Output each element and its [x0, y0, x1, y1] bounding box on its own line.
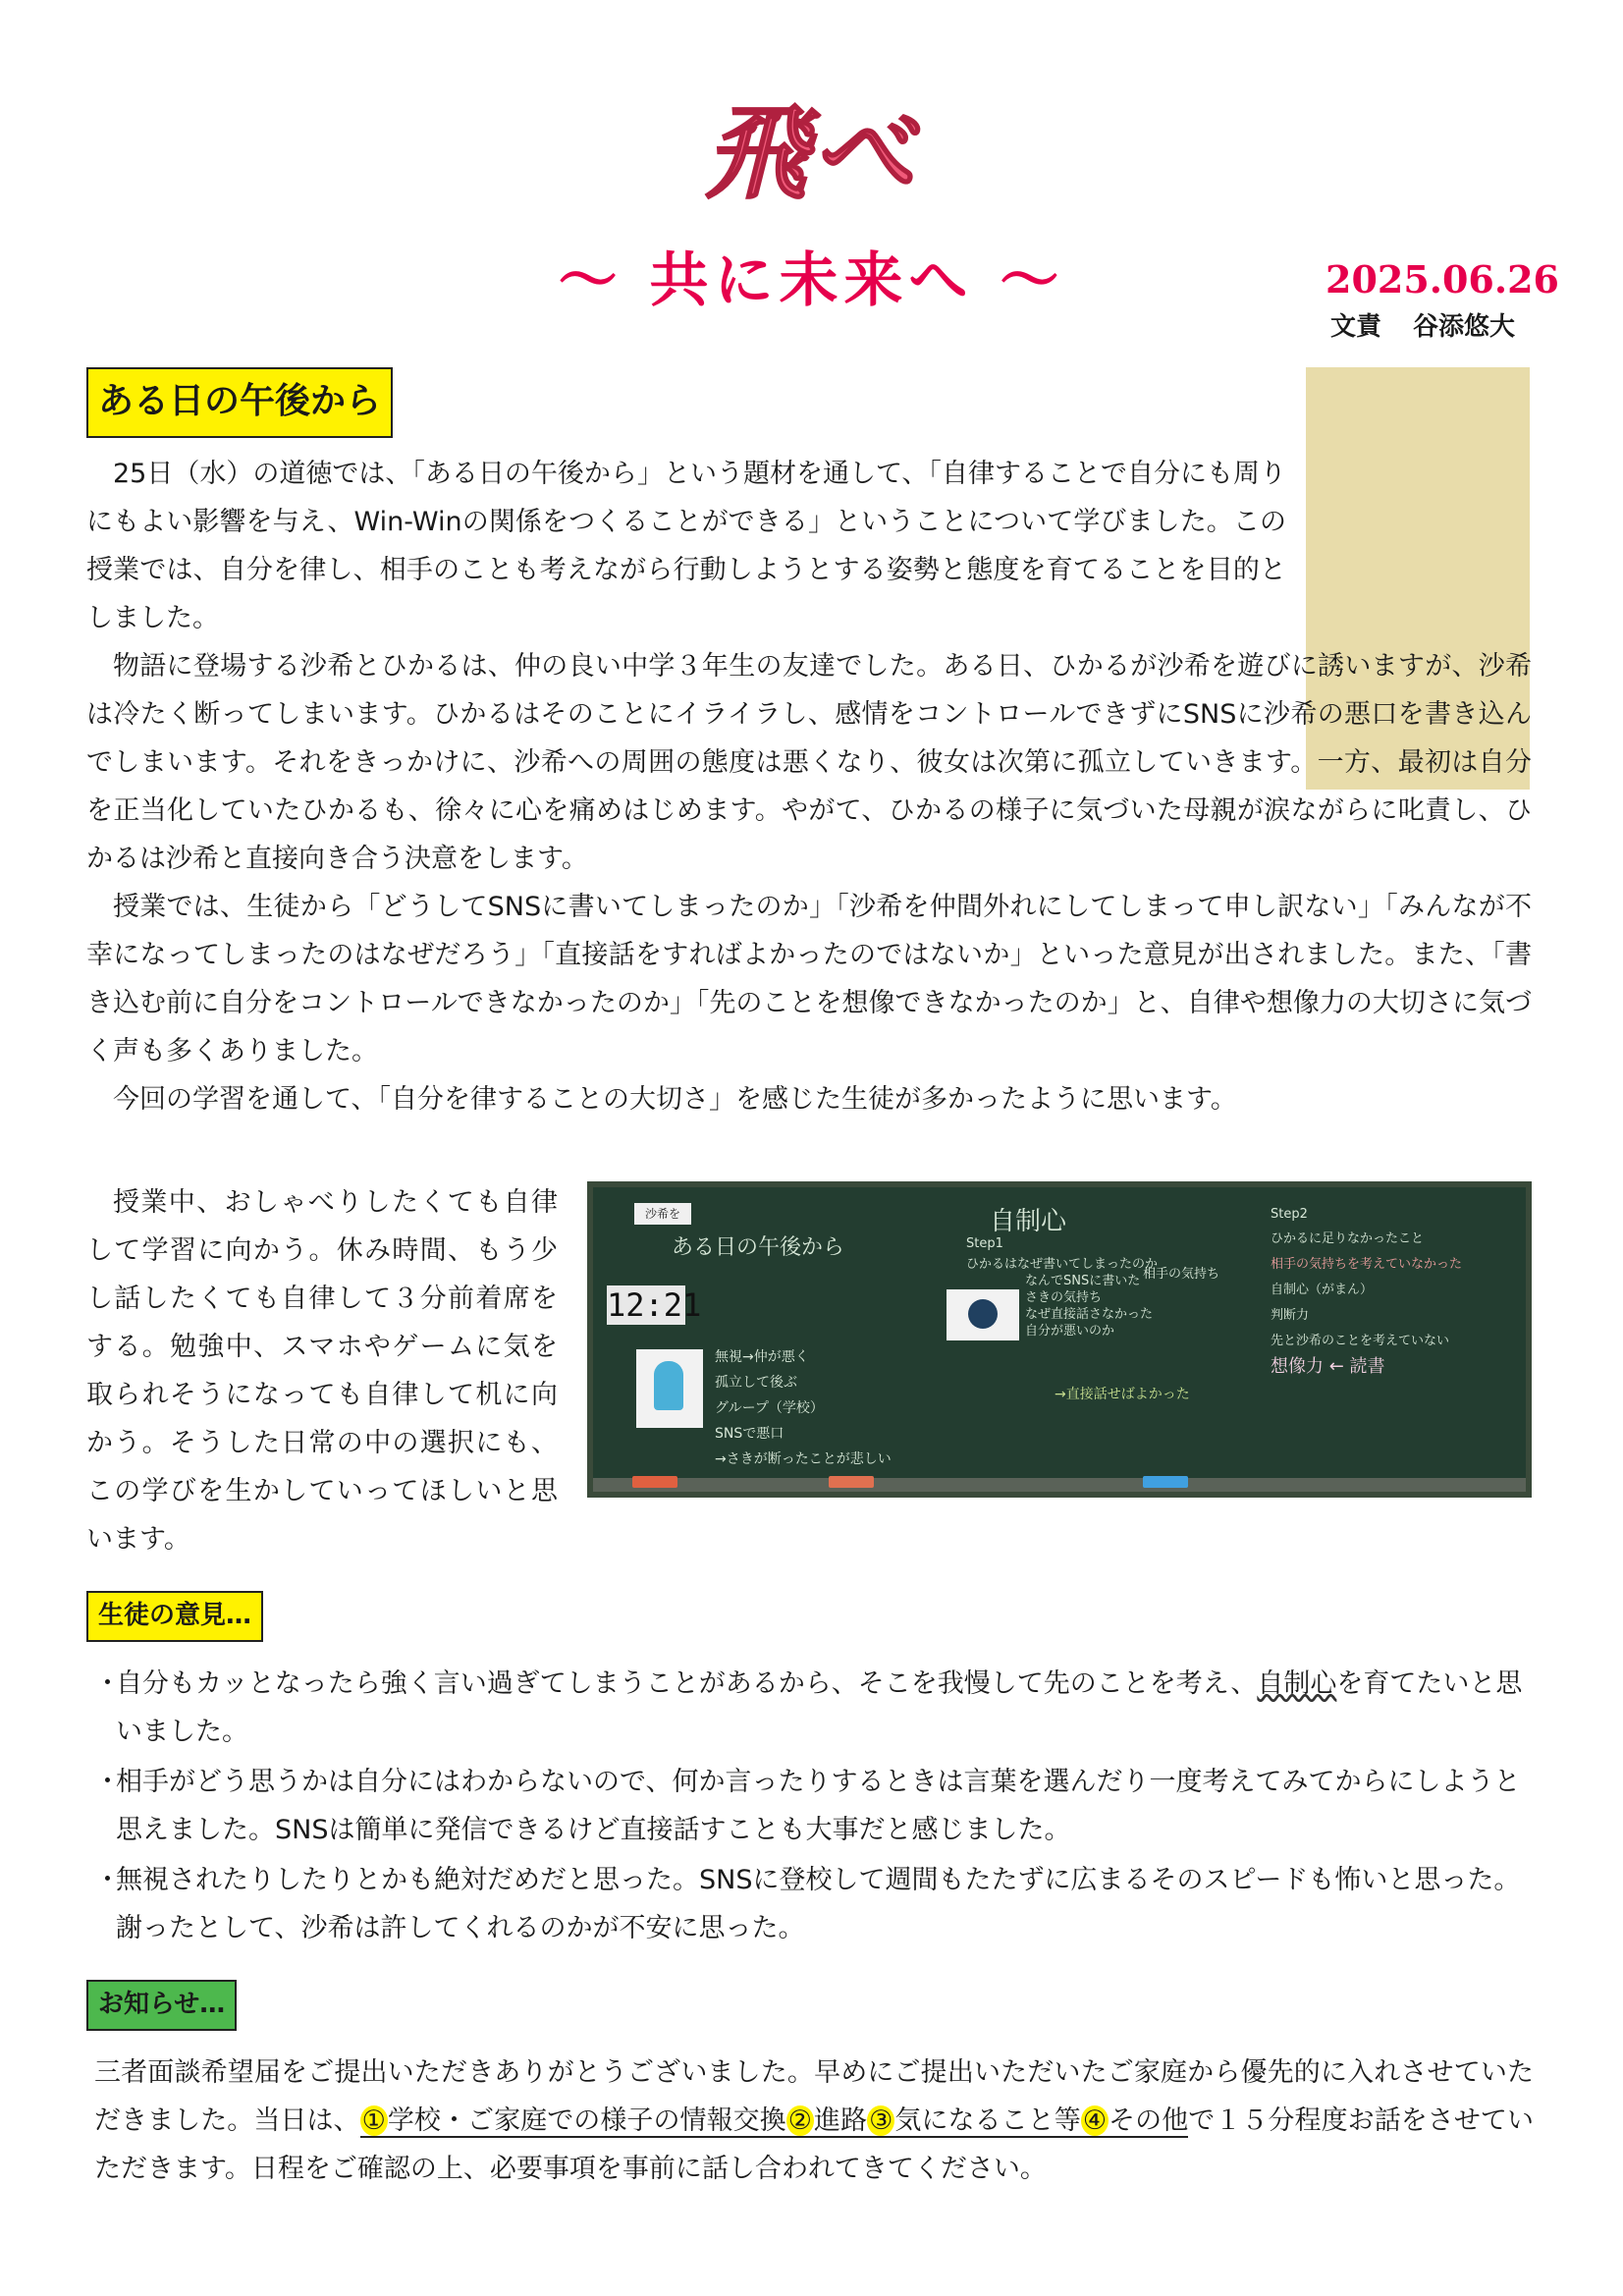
- board-conclusion: →直接話せばよかった: [1055, 1387, 1190, 1402]
- blackboard-photo: [587, 1181, 1532, 1498]
- keyword-self-control: 自制心: [1257, 1668, 1337, 1699]
- board-step2: Step2: [1271, 1207, 1308, 1222]
- author-line: [1330, 310, 1515, 344]
- bullet: ・: [94, 1865, 121, 1895]
- bullet: ・: [94, 1767, 121, 1797]
- board-notes-right: ひかるに足りなかったこと 相手の気持ちを考えていなかった 自制心（がまん） 判断力 先と沙希のことを考えていない 想像力 ← 読書: [1271, 1231, 1463, 1377]
- paragraph-intro: 25日（水）の道徳では、「ある日の午後から」という題材を通して、「自律することで自分にも周りにもよい影響を与え、Win-Winの関係をつくることができる」ということについて学びました。この授業では、自分を律し、相手のことも考えながら行動しようとする姿勢と態度を育てることを目的としました。: [86, 459, 1286, 633]
- board-step1: Step1: [966, 1236, 1003, 1251]
- chalk-ledge: [593, 1478, 1526, 1492]
- paragraph-story-text: 物語に登場する沙希とひかるは、仲の良い中学３年生の友達でした。ある日、ひかるが沙希を遊びに誘いますが、沙希は冷たく断ってしまいます。ひかるはそのことにイライラし、感情をコントロールできずにSNSに沙希の悪口を書き込んでしまいます。それをきっかけに、沙希への周囲の態度は悪くなり、彼女は次第に孤立していきます。一方、最初は自分を正当化していたひかるも、徐々に心を痛めはじめます。やがて、ひかるの様子に気づいた母親が涙ながらに叱責し、ひかるは沙希と直接向き合う決意をします。: [86, 651, 1532, 874]
- author-name: 谷添悠大: [1413, 312, 1516, 342]
- chalk-eraser: [1143, 1476, 1188, 1488]
- newsletter-title: 飛べ: [705, 92, 918, 213]
- paragraph-story: [86, 642, 1532, 883]
- chalk-eraser: [829, 1476, 874, 1488]
- interview-topics: ①学校・ご家庭での様子の情報交換②進路③気になること等④その他: [361, 2105, 1189, 2136]
- board-notes-mid: ひかるはなぜ書いてしまったのか なんでSNSに書いた さきの気持ち なぜ直接話さなかった 自分が悪いのか: [966, 1257, 1159, 1339]
- section-heading-notice: お知らせ…: [86, 1980, 237, 2031]
- board-name-card: 沙希を: [634, 1203, 691, 1225]
- bullet: ・: [94, 1668, 121, 1699]
- issue-date: 2025.06.26: [1325, 257, 1559, 301]
- board-topic: 自制心: [990, 1207, 1067, 1236]
- paragraph-summary: 今回の学習を通して、「自分を律することの大切さ」を感じた生徒が多かったように思います。: [113, 1084, 1237, 1115]
- paragraph-opinions: 授業では、生徒から「どうしてSNSに書いてしまったのか」「沙希を仲間外れにしてしまって申し訳ない」「みんなが不幸になってしまったのはなぜだろう」「直接話をすればよかったのではないか」といった意見が出されました。また、「書き込む前に自分をコントロールできなかったのか」「先のことを想像できなかったのか」と、自律や想像力の大切さに気づく声も多くありました。: [86, 892, 1532, 1066]
- board-clock: 12:21: [607, 1286, 702, 1324]
- student-opinions-list: [94, 1660, 1534, 1954]
- paragraph-daily-life: 授業中、おしゃべりしたくても自律して学習に向かう。休み時間、もう少し話したくても自律して３分前着席をする。勉強中、スマホやゲームに気を取られそうになっても自律して机に向かう。そうした日常の中の選択にも、この学びを生かしていってほしいと思います。: [86, 1187, 558, 1555]
- section-heading-afternoon: ある日の午後から: [86, 367, 393, 438]
- author-label: 文責: [1330, 312, 1382, 342]
- newsletter-subtitle: ～ 共に未来へ ～: [558, 246, 1065, 315]
- notice-body: [94, 2049, 1534, 2193]
- story-paragraph-wrap: [86, 642, 1532, 883]
- chalk-eraser: [632, 1476, 677, 1488]
- board-title: ある日の午後から: [672, 1235, 845, 1260]
- section-body-moral-class: [86, 450, 1532, 1123]
- list-item: ・ 相手がどう思うかは自分にはわからないので、何か言ったりするときは言葉を選んだり一度考えてみてからにしようと思えました。SNSは簡単に発信できるけど直接話すことも大事だと感じました。: [94, 1758, 1534, 1854]
- notice-paragraph: 三者面談希望届をご提出いただきありがとうございました。早めにご提出いただいたご家庭から優先的に入れさせていただきました。当日は、①学校・ご家庭での様子の情報交換②進路③気になること等④その他で１５分程度お話をさせていただきます。日程をご確認の上、必要事項を事前に話し合われてきてください。: [94, 2057, 1534, 2184]
- list-item: ・ 無視されたりしたりとかも絶対だめだと思った。SNSに登校して週間もたたずに広まるそのスピードも怖いと思った。謝ったとして、沙希は許してくれるのかが不安に思った。: [94, 1856, 1534, 1952]
- board-notes-left: 無視→仲が悪く 孤立して後ぶ グループ（学校） SNSで悪口 →さきが断ったことが悲しい: [715, 1349, 892, 1467]
- list-item: ・ 自分もカッとなったら強く言い過ぎてしまうことがあるから、そこを我慢して先のことを考え、自制心を育てたいと思いました。: [94, 1660, 1534, 1756]
- story-picture-left: [636, 1349, 703, 1428]
- section-body-daily-life: [86, 1178, 558, 1563]
- section-heading-student-opinions: 生徒の意見…: [86, 1591, 263, 1642]
- board-notes-mid2: 相手の気持ち: [1143, 1267, 1220, 1282]
